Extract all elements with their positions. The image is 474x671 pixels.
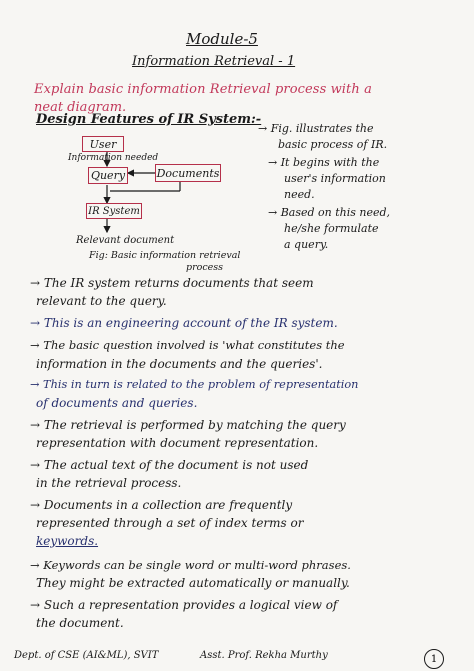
- body-line: relevant to the query.: [36, 294, 167, 308]
- module-title: Module-5: [186, 30, 258, 48]
- info-needed-label: Information needed: [68, 153, 159, 163]
- footer-department: Dept. of CSE (AI&ML), SVIT: [14, 650, 159, 661]
- body-line: → This is an engineering account of the IR system.: [30, 316, 338, 330]
- body-line: → Such a representation provides a logical view of: [30, 598, 338, 612]
- body-line: → The IR system returns documents that seem: [30, 276, 314, 290]
- body-line: representation with document representation.: [36, 436, 319, 450]
- body-line: represented through a set of index terms or: [36, 516, 304, 530]
- topic-title: Information Retrieval - 1: [132, 54, 296, 69]
- ir-system-box: IR System: [86, 203, 142, 219]
- side-note-line: → It begins with the: [268, 156, 380, 169]
- side-note-line: → Based on this need,: [268, 206, 391, 219]
- body-line-keywords: keywords.: [36, 534, 99, 548]
- body-line: of documents and queries.: [36, 396, 198, 410]
- body-line: → This in turn is related to the problem of representation: [30, 378, 359, 391]
- side-note-line: basic process of IR.: [278, 138, 388, 151]
- query-box: Query: [88, 167, 128, 184]
- figure-caption-line-1: Fig: Basic information retrieval: [89, 250, 241, 261]
- question-line-2: neat diagram.: [34, 100, 127, 115]
- user-box: User: [82, 136, 124, 152]
- relevant-document-label: Relevant document: [76, 235, 175, 246]
- body-line: They might be extracted automatically or manually.: [36, 576, 350, 590]
- body-line: the document.: [36, 616, 124, 630]
- question-line-1: Explain basic information Retrieval process with a: [34, 82, 372, 97]
- side-note-line: he/she formulate: [284, 222, 379, 235]
- side-note-line: → Fig. illustrates the: [258, 122, 374, 135]
- page-number: 1: [424, 649, 444, 669]
- body-line: → The actual text of the document is not used: [30, 458, 309, 472]
- body-line: → Keywords can be single word or multi-word phrases.: [30, 558, 351, 572]
- body-line: → The basic question involved is 'what constitutes the: [30, 338, 345, 352]
- body-line: in the retrieval process.: [36, 476, 182, 490]
- body-line: information in the documents and the queries'.: [36, 357, 323, 371]
- side-note-line: a query.: [284, 238, 329, 251]
- section-heading: Design Features of IR System:-: [36, 112, 262, 127]
- figure-caption-line-2: process: [186, 262, 224, 273]
- documents-box: Documents: [155, 164, 221, 182]
- side-note-line: user's information: [284, 172, 386, 185]
- side-note-line: need.: [284, 188, 315, 201]
- body-line: → Documents in a collection are frequently: [30, 498, 293, 512]
- footer-author: Asst. Prof. Rekha Murthy: [200, 650, 328, 661]
- body-line: → The retrieval is performed by matching the query: [30, 418, 346, 432]
